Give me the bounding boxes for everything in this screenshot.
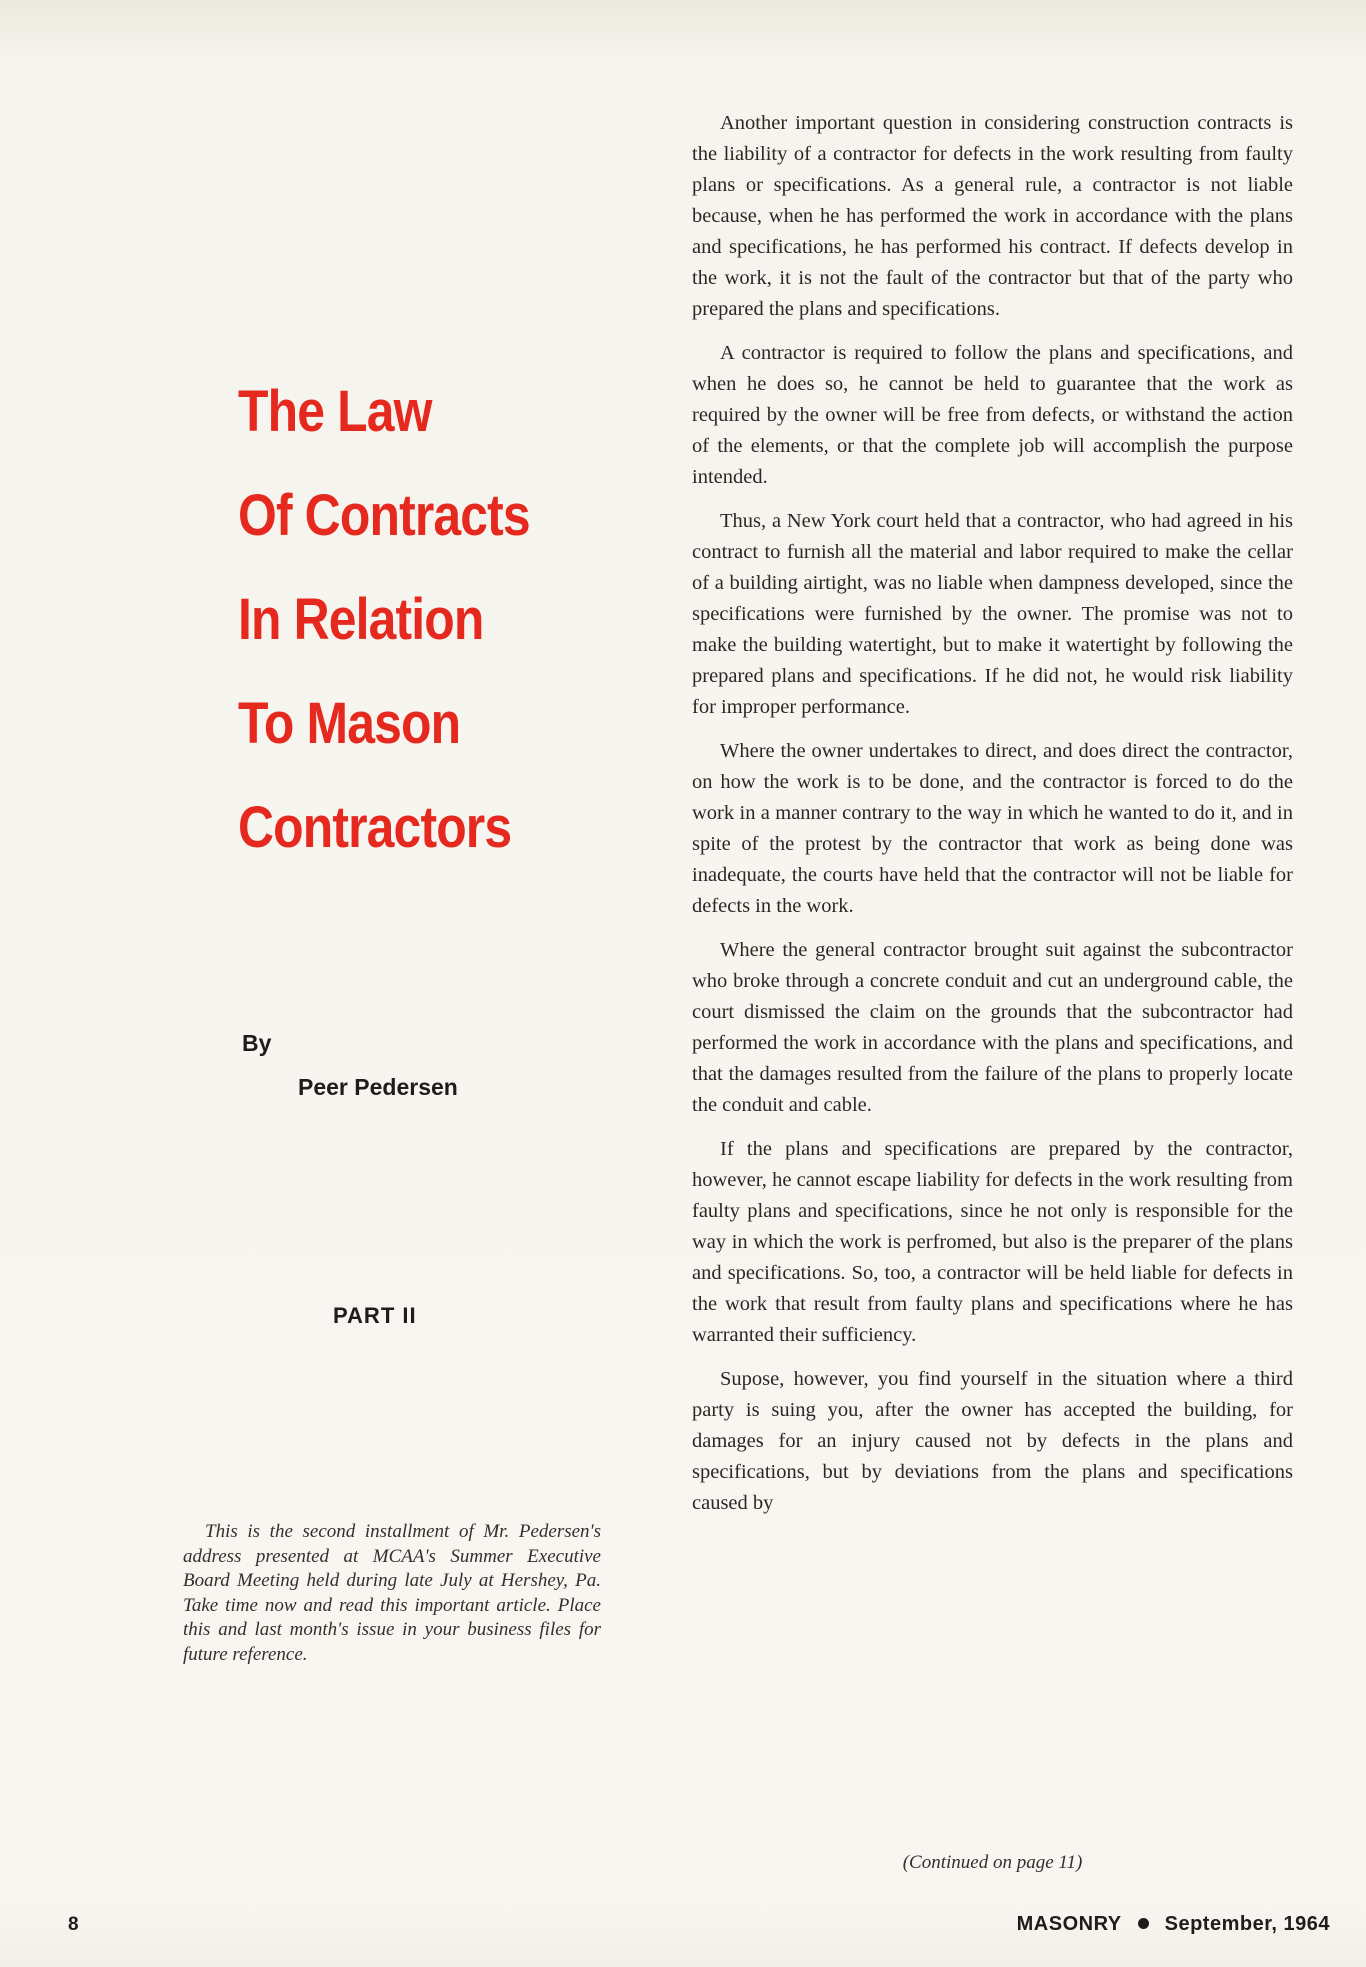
headline-line-1: The Law bbox=[238, 379, 432, 444]
continued-note: (Continued on page 11) bbox=[902, 1852, 1083, 1873]
body-paragraph-2: A contractor is required to follow the plans and specifications, and when he does so, he cannot be held to guarantee that the work as required by the owner will be free from defects, or withstand the action of the elements, or that the complete job will accomplish the purpose intended. bbox=[692, 342, 1293, 488]
publication-name: MASONRY bbox=[1016, 1913, 1122, 1935]
body-paragraph-1: Another important question in considering construction contracts is the liability of a contractor for defects in the work resulting from faulty plans or specifications. As a general rule, a contractor is not liable because, when he has performed the work in accordance with the plans and specifications, he has performed his contract. If defects develop in the work, it is not the fault of the contractor but that of the party who prepared the plans and specifications. bbox=[692, 112, 1293, 320]
body-paragraph-7: Supose, however, you find yourself in the situation where a third party is suing you, after the owner has accepted the building, for damages for an injury caused not by defects in the plans and specifications, but by deviations from the plans and specifications caused by bbox=[692, 1368, 1293, 1514]
body-paragraph-6: If the plans and specifications are prepared by the contractor, however, he cannot escape liability for defects in the work resulting from faulty plans and specifications, since he not only is responsible for the way in which the work is perfromed, but also is the preparer of the plans and specifications. So, too, a contractor will be held liable for defects in the work that result from faulty plans and specifications where he has warranted their sufficiency. bbox=[692, 1138, 1293, 1346]
body-paragraph-4: Where the owner undertakes to direct, and does direct the contractor, on how the work is to be done, and the contractor is forced to do the work in a manner contrary to the way in which he wanted to do it, and in spite of the protest by the contractor that work as being done was inadequate, the courts have held that the contractor will not be liable for defects in the work. bbox=[692, 740, 1293, 917]
part-label: PART II bbox=[333, 1303, 417, 1328]
byline-by: By bbox=[242, 1030, 272, 1056]
headline-line-2: Of Contracts bbox=[238, 483, 530, 548]
author-name: Peer Pedersen bbox=[298, 1074, 458, 1100]
issue-date: September, 1964 bbox=[1164, 1913, 1330, 1935]
headline-line-4: To Mason bbox=[238, 691, 461, 756]
article-headline bbox=[238, 372, 599, 892]
bullet-icon bbox=[1138, 1918, 1149, 1929]
body-paragraph-3: Thus, a New York court held that a contractor, who had agreed in his contract to furnish all the material and labor required to make the cellar of a building airtight, was no liable when dampness developed, since the specifications were furnished by the owner. The promise was not to make the building watertight, but to make it watertight by following the prepared plans and specifications. If he did not, he would risk liability for improper performance. bbox=[692, 510, 1293, 718]
article-body bbox=[692, 108, 1293, 1532]
headline-line-5: Contractors bbox=[238, 795, 512, 860]
body-paragraph-5: Where the general contractor brought suit against the subcontractor who broke through a concrete conduit and cut an underground cable, the court dismissed the claim on the grounds that the subcontractor had performed the work in accordance with the plans and specifications, and that the damages resulted from the failure of the plans to properly locate the conduit and cable. bbox=[692, 939, 1293, 1116]
editor-note: This is the second installment of Mr. Pedersen's address presented at MCAA's Summer Executive Board Meeting held during late July at Hershey, Pa. Take time now and read this important article. Place this and last month's issue in your business files for future reference. bbox=[183, 1521, 601, 1665]
headline-line-3: In Relation bbox=[238, 587, 484, 652]
page-number: 8 bbox=[68, 1914, 79, 1935]
page-footer bbox=[1017, 1913, 1330, 1936]
